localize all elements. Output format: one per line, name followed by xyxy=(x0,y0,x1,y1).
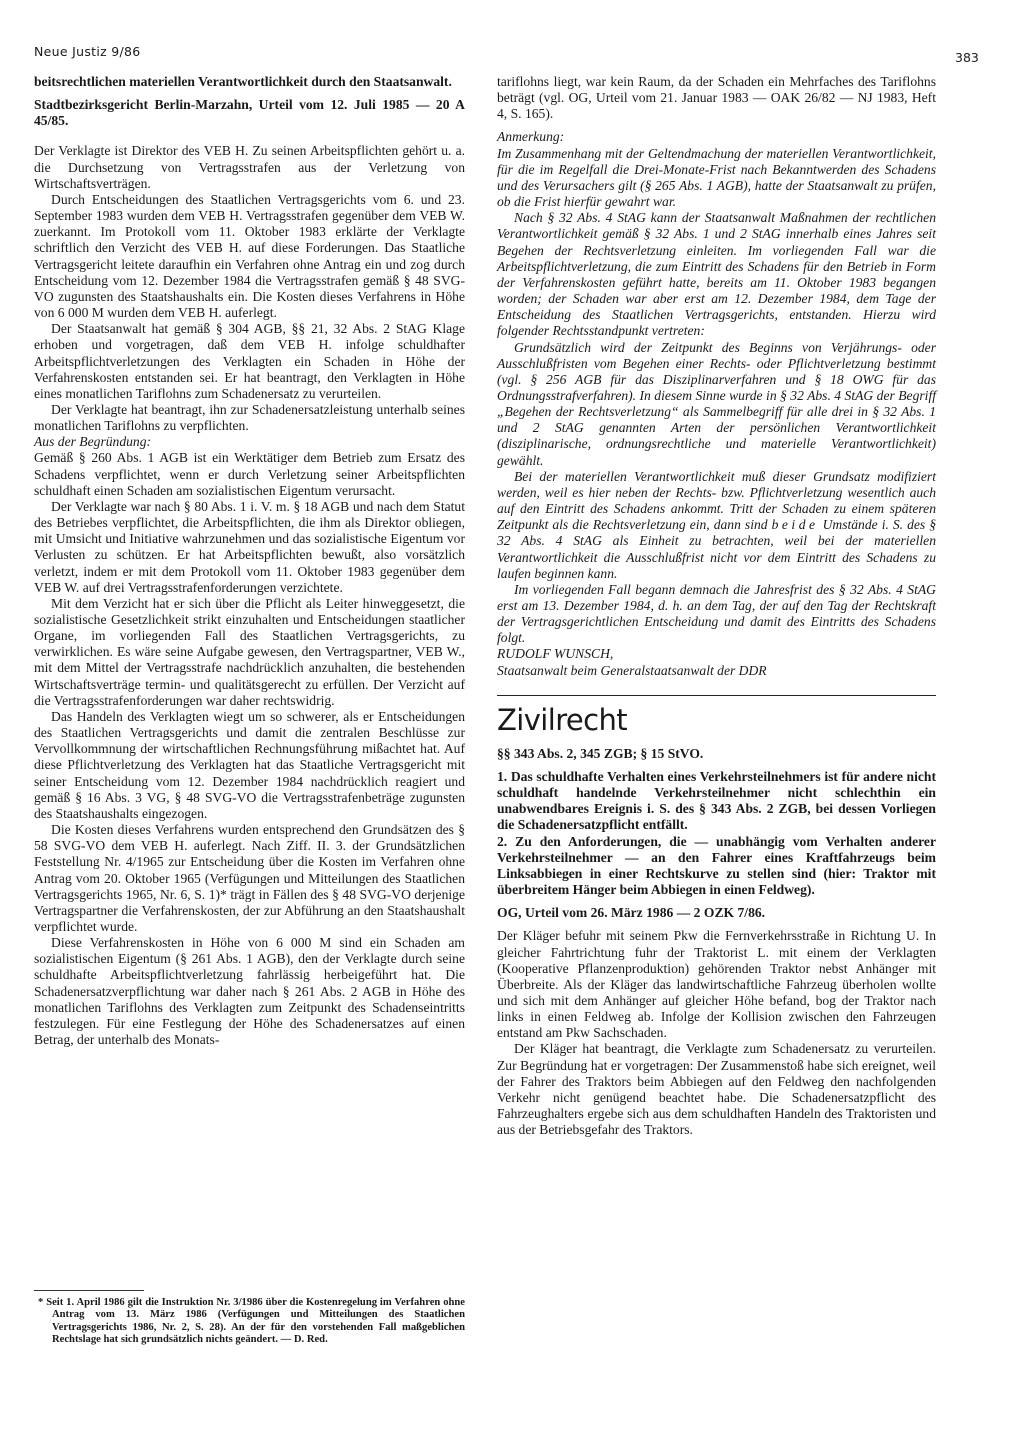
body-paragraph: Das Handeln des Verklagten wiegt um so schwerer, als er Entscheidungen des Staatlichen Vertragsgerichts und damit die zentralen Beschlüsse zur Vervollkommnung der wirtschaftlichen Rechnungsführung mißachtet hat. Auf diese Pflichtverletzung des Verklagten hat das Staatliche Vertragsgericht mit seiner Entscheidung vom 12. Dezember 1984 nachdrücklich reagiert und gemäß § 16 Abs. 3 VG, § 48 SVG-VO die Vertragsstrafenbeträge zugunsten des Staatshaushalts eingezogen. xyxy=(34,708,465,821)
decision-citation: OG, Urteil vom 26. März 1986 — 2 OZK 7/86. xyxy=(497,905,766,921)
body-paragraph: Die Kosten dieses Verfahrens wurden entsprechend den Grundsätzen des § 58 SVG-VO dem VEB H. auferlegt. Nach Ziff. II. 3. der Grundsätzlichen Feststellung Nr. 4/1965 zur Entscheidung über die Kosten im Verfahren ohne Antrag vom 20. Oktober 1965 (Verfügungen und Mitteilungen des Staatlichen Vertragsgerichts 1965, Nr. 6, S. 1)* trägt in Fällen des § 48 SVG-VO derjenige Vertragspartner die Verfahrenskosten, der zur Abführung an den Staatshaushalt verpflichtet wurde. xyxy=(34,822,465,934)
footnote-rule xyxy=(34,1290,144,1291)
body-paragraph: Der Staatsanwalt hat gemäß § 304 AGB, §§ 21, 32 Abs. 2 StAG Klage erhoben und vorgetragen, daß dem VEB H. infolge schuldhafter Arbeitspflichtverletzungen des Verklagten ein Schaden in Höhe der Verfahrenskosten entstanden sei. Er hat beantragt, den Verklagten in Höhe eines monatlichen Tariflohns zum Schadenersatz zu verurteilen. xyxy=(34,321,465,401)
annotation-text: Bei der materiellen Verantwortlichkeit muß dieser Grundsatz modifiziert werden, weil es hier neben der Rechts- bzw. Pflichtverletzung wesentlich auch auf den Eintritt des Schadens ankommt. Tritt der Schaden zu einem späteren Zeitpunkt als die Rechtsverletzung ein, dann sind xyxy=(497,468,936,533)
body-paragraph: Durch Entscheidungen des Staatlichen Vertragsgerichts vom 6. und 23. September 1983 wurden dem VEB H. Vertragsstrafen gegenüber dem VEB W. zuerkannt. Im Protokoll vom 11. Oktober 1983 erklärte der Verklagte schriftlich den Verzicht des VEB H. auf diese Forderungen. Das Staatliche Vertragsgericht leitete daraufhin ein Verfahren ohne Antrag ein und zog durch Entscheidung vom 12. Dezember 1984 die Vertragsstrafen gemäß § 48 SVG-VO zugunsten des Staatshaushalts ein. Die Kosten dieses Verfahrens in Höhe von 6 000 M wurden dem VEB H. auferlegt. xyxy=(34,191,465,321)
emphasis-spaced: beide xyxy=(771,517,819,533)
body-paragraph: Mit dem Verzicht hat er sich über die Pflicht als Leiter hinweggesetzt, die sozialistische Gesetzlichkeit strikt einzuhalten und Entscheidungen staatlicher Organe, im vorliegenden Fall des Staatlichen Vertragsgerichts, zu verwirklichen. Es wäre seine Aufgabe gewesen, den Vertragspartner, VEB W., mit dem Mittel der Vertragsstrafe nachdrücklich anzuhalten, die bestehenden Wirtschaftsverträge termin- und qualitätsgerecht zu erfüllen. Der Verzicht auf die Vertragsstrafenforderungen war daher rechtswidrig. xyxy=(34,595,465,708)
running-head: Neue Justiz 9/86 xyxy=(34,44,141,59)
body-paragraph: Der Kläger befuhr mit seinem Pkw die Fernverkehrsstraße in Richtung U. In gleicher Fahrtrichtung fuhr der Traktorist L. mit einem der Verklagten (Kooperative Pflanzenproduktion) gehörenden Traktor nebst Anhänger mit Überbreite. Als der Kläger das landwirtschaftliche Fahrzeug überholen wollte und sich mit dem Anhänger auf gleicher Höhe befand, bog der Traktor nach links in einen Feldweg ab. Infolge der Kollision zwischen den Fahrzeugen entstand am Pkw Sachschaden. xyxy=(497,928,936,1041)
headnote: 1. Das schuldhafte Verhalten eines Verkehrsteilnehmers ist für andere nicht schuldhaft handelnde Verkehrsteilnehmer nicht schlechthin ein unabwendbares Ereignis i. S. des § 343 Abs. 2 ZGB, bei dessen Vorliegen die Schadenersatzpflicht entfällt. xyxy=(497,768,936,833)
footnote xyxy=(34,1290,465,1347)
annotation-paragraph: Nach § 32 Abs. 4 StAG kann der Staatsanwalt Maßnahmen der rechtlichen Verantwortlichkeit gemäß § 32 Abs. 1 und 2 StAG innerhalb eines Jahres seit Begehen der Rechtsverletzung einleiten. Im vorliegenden Fall war die Arbeitspflichtverletzung, die zum Eintritt des Schadens für den Betrieb in Form der Verfahrenskosten geführt hatte, bereits am 11. Oktober 1983 begangen worden; der Schaden war aber erst am 12. Dezember 1984, dem Tage der Entscheidung des Staatlichen Vertragsgerichts, entstanden. Hierzu wird folgender Rechtsstandpunkt vertreten: xyxy=(497,210,936,339)
author-name: RUDOLF WUNSCH, xyxy=(497,646,614,662)
decision-title-continued: beitsrechtlichen materiellen Verantwortlichkeit durch den Staatsanwalt. xyxy=(34,74,452,89)
body-paragraph: Diese Verfahrenskosten in Höhe von 6 000 M sind ein Schaden am sozialistischen Eigentum (§ 261 Abs. 1 AGB), den der Verklagte durch seine schuldhafte Arbeitspflichtverletzung fahrlässig herbeigeführt hat. Die Schadenersatzverpflichtung war daher nach § 261 Abs. 2 AGB in Höhe des monatlichen Tariflohns des Verklagten zum Zeitpunkt des Schadenseintritts festzulegen. Für eine Festlegung der Höhe des Schadenersatzes auf einen Betrag, der unterhalb des Monats- xyxy=(34,935,465,1048)
body-paragraph: Der Verklagte war nach § 80 Abs. 1 i. V. m. § 18 AGB und nach dem Statut des Betriebes verpflichtet, die Arbeitspflichten, die ihm als Direktor obliegen, mit Umsicht und Initiative wahrzunehmen und das sozialistische Eigentum vor Verlusten zu schützen. Er hat Arbeitspflichten bewußt, also vorsätzlich verletzt, indem er mit dem Protokoll vom 11. Oktober 1983 gegenüber dem VEB W. auf drei Vertragsstrafenforderungen verzichtete. xyxy=(34,498,465,595)
body-paragraph: Der Verklagte ist Direktor des VEB H. Zu seinen Arbeitspflichten gehört u. a. die Durchsetzung von Vertragsstrafen aus der Verletzung von Wirtschaftsverträgen. xyxy=(34,143,465,191)
headnote: 2. Zu den Anforderungen, die — unabhängig vom Verhalten anderer Verkehrsteilnehmer — an den Fahrer eines Kraftfahrzeugs beim Linksabbiegen in einer Rechtskurve zu stellen sind (hier: Traktor mit überbreitem Hänger beim Abbiegen in einen Feldweg). xyxy=(497,833,936,898)
page-number: 383 xyxy=(955,50,979,65)
section-title: Zivilrecht xyxy=(497,695,936,736)
author-title: Staatsanwalt beim Generalstaatsanwalt der DDR xyxy=(497,662,767,678)
decision-citation: Stadtbezirksgericht Berlin-Marzahn, Urteil vom 12. Juli 1985 — 20 A 45/85. xyxy=(34,97,465,129)
norms-reference: §§ 343 Abs. 2, 345 ZGB; § 15 StVO. xyxy=(497,745,704,761)
annotation-paragraph xyxy=(497,469,936,582)
reasons-label: Aus der Begründung: xyxy=(34,434,152,450)
annotation-paragraph: Im vorliegenden Fall begann demnach die Jahresfrist des § 32 Abs. 4 StAG erst am 13. Dezember 1984, d. h. an dem Tag, der auf den Tag der Rechtskraft der Vertragsgerichtlichen Entscheidung und damit des Eintritts des Schadens folgt. xyxy=(497,581,936,646)
annotation-text: Umstände i. S. des § 32 Abs. 4 StAG als Einheit zu betrachten, weil bei der materiellen Verantwortlichkeit die Ausschlußfrist nicht vor dem Eintritt des Schadens zu laufen beginnen kann. xyxy=(497,517,936,581)
footnote-text: * Seit 1. April 1986 gilt die Instruktion Nr. 3/1986 über die Kostenregelung im Verfahren ohne Antrag vom 13. März 1986 (Verfügungen und Mitteilungen des Staatlichen Vertragsgerichts 1986, Nr. 2, S. 28). An der für den vorstehenden Fall maßgeblichen Rechtslage hat sich grundsätzlich nichts geändert. — D. Red. xyxy=(38,1297,465,1346)
annotation-paragraph: Grundsätzlich wird der Zeitpunkt des Beginns von Verjährungs- oder Ausschlußfristen vom Begehen einer Rechts- oder Pflichtverletzung bestimmt (vgl. § 256 AGB für das Disziplinarverfahren und § 18 OWG für das Ordnungsstrafverfahren). In diesem Sinne wurde in § 32 Abs. 4 StAG der Begriff „Begehen der Rechtsverletzung“ als Sammelbegriff für alle drei in § 32 Abs. 1 und 2 StAG genannten Arten der persönlichen Verantwortlichkeit (disziplinarische, ordnungsrechtliche und materielle Verantwortlichkeit) gewählt. xyxy=(497,339,936,468)
annotation-paragraph: Im Zusammenhang mit der Geltendmachung der materiellen Verantwortlichkeit, für die im Regelfall die Drei-Monate-Frist nach Bekanntwerden des Schadens und des Verursachers gilt (§ 265 Abs. 1 AGB), hatte der Staatsanwalt zu prüfen, ob die Frist hierfür gewahrt war. xyxy=(497,145,936,210)
annotation-label: Anmerkung: xyxy=(497,129,565,145)
left-column xyxy=(34,74,465,1048)
body-paragraph: Der Kläger hat beantragt, die Verklagte zum Schadenersatz zu verurteilen. Zur Begründung hat er vorgetragen: Der Zusammenstoß habe sich ereignet, weil der Fahrer des Traktors beim Abbiegen auf den Feldweg den nachfolgenden Verkehr nicht genügend beachtet habe. Die Schadenersatzpflicht des Fahrzeughalters ergebe sich aus dem schuldhaften Handeln des Traktoristen und aus der Betriebsgefahr des Traktors. xyxy=(497,1041,936,1138)
body-paragraph: tariflohns liegt, war kein Raum, da der Schaden ein Mehrfaches des Tariflohns beträgt (vgl. OG, Urteil vom 21. Januar 1983 — OAK 26/82 — NJ 1983, Heft 4, S. 165). xyxy=(497,74,936,122)
body-paragraph: Gemäß § 260 Abs. 1 AGB ist ein Werktätiger dem Betrieb zum Ersatz des Schadens verpflichtet, wenn er durch Verletzung seiner Arbeitspflichten schuldhaft einen Schaden am sozialistischen Eigentum verursacht. xyxy=(34,450,465,498)
right-column xyxy=(497,74,936,1138)
body-paragraph: Der Verklagte hat beantragt, ihn zur Schadenersatzleistung unterhalb seines monatlichen Tariflohns zu verpflichten. xyxy=(34,401,465,434)
